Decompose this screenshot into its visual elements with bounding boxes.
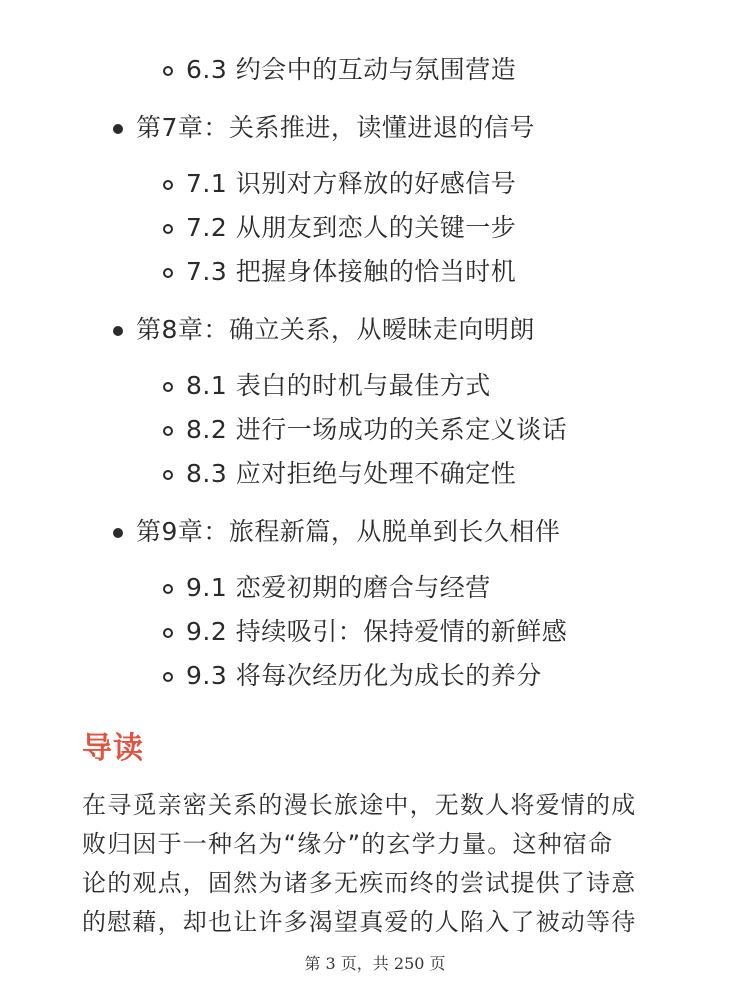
toc-chapter-label: 第8章：确立关系，从暧昧走向明朗 xyxy=(136,315,535,344)
toc-section-label: 7.2 从朋友到恋人的关键一步 xyxy=(186,213,517,242)
toc-section-label: 8.1 表白的时机与最佳方式 xyxy=(186,371,491,400)
hollow-bullet-icon xyxy=(163,66,173,76)
hollow-bullet-icon xyxy=(163,224,173,234)
section-heading: 导读 xyxy=(82,731,144,766)
hollow-bullet-icon xyxy=(163,382,173,392)
hollow-bullet-icon xyxy=(163,426,173,436)
toc-section-label: 9.1 恋爱初期的磨合与经营 xyxy=(186,573,491,602)
toc-section-label: 9.3 将每次经历化为成长的养分 xyxy=(186,661,542,690)
toc-section-label: 6.3 约会中的互动与氛围营造 xyxy=(186,55,517,84)
hollow-bullet-icon xyxy=(163,180,173,190)
paragraph-line: 论的观点，固然为诸多无疾而终的尝试提供了诗意 xyxy=(82,869,637,897)
filled-bullet-icon xyxy=(113,124,123,134)
filled-bullet-icon xyxy=(113,326,123,336)
toc-section-label: 8.3 应对拒绝与处理不确定性 xyxy=(186,459,517,488)
paragraph-line: 败归因于一种名为“缘分”的玄学力量。这种宿命 xyxy=(82,830,614,858)
toc-chapter-label: 第9章：旅程新篇，从脱单到长久相伴 xyxy=(136,517,561,546)
filled-bullet-icon xyxy=(113,528,123,538)
paragraph-line: 的慰藉，却也让许多渴望真爱的人陷入了被动等待 xyxy=(82,908,637,936)
hollow-bullet-icon xyxy=(163,470,173,480)
hollow-bullet-icon xyxy=(163,268,173,278)
hollow-bullet-icon xyxy=(163,628,173,638)
page-number: 第 3 页，共 250 页 xyxy=(304,954,446,973)
toc-section-label: 8.2 进行一场成功的关系定义谈话 xyxy=(186,415,568,444)
paragraph-line: 在寻觅亲密关系的漫长旅途中，无数人将爱情的成 xyxy=(82,791,637,819)
hollow-bullet-icon xyxy=(163,672,173,682)
hollow-bullet-icon xyxy=(163,584,173,594)
toc-section-label: 7.3 把握身体接触的恰当时机 xyxy=(186,257,517,286)
intro-paragraph xyxy=(82,786,682,942)
toc-section-label: 7.1 识别对方释放的好感信号 xyxy=(186,169,517,198)
toc-section-label: 9.2 持续吸引：保持爱情的新鲜感 xyxy=(186,617,568,646)
toc-chapter-label: 第7章：关系推进，读懂进退的信号 xyxy=(136,113,535,142)
